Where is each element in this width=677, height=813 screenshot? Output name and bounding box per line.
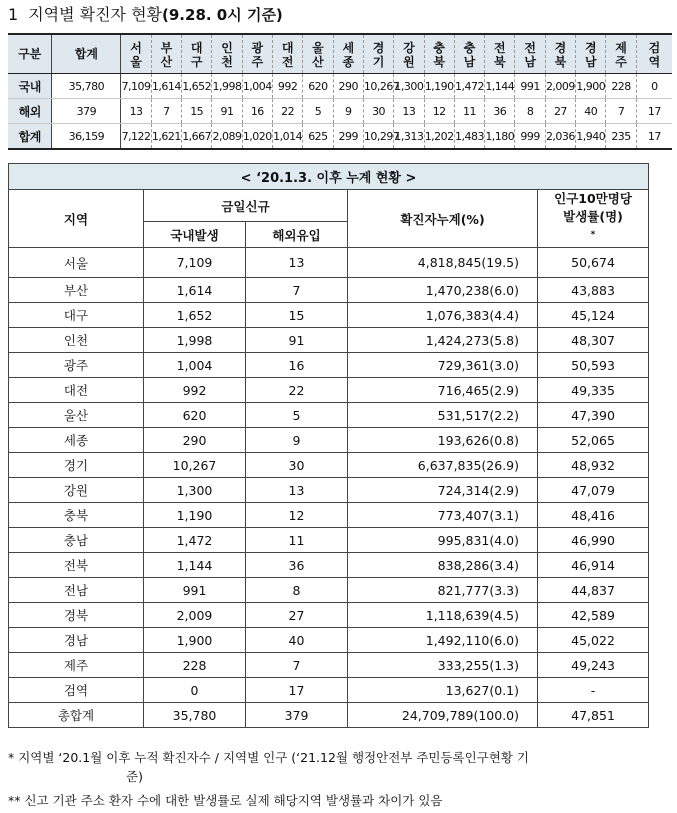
table-cell: 30: [363, 99, 393, 124]
cell-cumulative: 716,465(2.9): [348, 378, 538, 403]
cell-overseas: 36: [246, 553, 348, 578]
table-row: [9, 278, 649, 303]
cell-domestic: 991: [144, 578, 246, 603]
header-total: 합계: [52, 34, 121, 74]
header-region-char: 울: [130, 54, 142, 69]
footnote-1-continued: 준): [126, 769, 143, 784]
table-cell: 8: [515, 99, 545, 124]
table-row: [9, 628, 649, 653]
cell-overseas: 5: [246, 403, 348, 428]
cell-incidence: 45,022: [538, 628, 649, 653]
cell-domestic: 290: [144, 428, 246, 453]
cumulative-table-caption: < ‘20.1.3. 이후 누계 현황 >: [9, 164, 649, 190]
table-cell: 27: [545, 99, 575, 124]
cell-domestic: 1,472: [144, 528, 246, 553]
cell-overseas: 13: [246, 478, 348, 503]
table-cell: 36: [485, 99, 515, 124]
header-region-char: 남: [584, 54, 597, 69]
cell-overseas: 91: [246, 328, 348, 353]
cell-incidence: 47,390: [538, 403, 649, 428]
table-cell: 10,297: [363, 124, 393, 150]
table-cell: 22: [272, 99, 302, 124]
cell-overseas: 16: [246, 353, 348, 378]
cell-incidence: 50,593: [538, 353, 649, 378]
table-cell: 1,900: [576, 74, 606, 99]
cell-domestic: 1,652: [144, 303, 246, 328]
row-label: 국내: [8, 74, 52, 99]
table-row: [9, 478, 649, 503]
table-cell: 12: [424, 99, 454, 124]
header-region-column: [333, 34, 363, 74]
table-row: [9, 653, 649, 678]
header-region-column: [454, 34, 484, 74]
header-region-column: [272, 34, 302, 74]
cell-incidence: 47,079: [538, 478, 649, 503]
cell-region: 전남: [9, 578, 144, 603]
header-region-char: 충: [463, 40, 476, 55]
cell-region: 경기: [9, 453, 144, 478]
cell-region: 울산: [9, 403, 144, 428]
cell-overseas: 12: [246, 503, 348, 528]
header-region-column: [303, 34, 333, 74]
cell-cumulative: 821,777(3.3): [348, 578, 538, 603]
table-cell: 91: [212, 99, 242, 124]
table-cell: 991: [515, 74, 545, 99]
table-cell: 1,614: [151, 74, 181, 99]
table-cell: 40: [576, 99, 606, 124]
cell-incidence: 49,335: [538, 378, 649, 403]
table-cell: 2,089: [212, 124, 242, 150]
cell-incidence: 49,243: [538, 653, 649, 678]
table-cell: 1,300: [394, 74, 424, 99]
cell-incidence: 48,416: [538, 503, 649, 528]
row-total: 36,159: [52, 124, 121, 150]
header-region-column: [606, 34, 636, 74]
cell-cumulative: 6,637,835(26.9): [348, 453, 538, 478]
cell-incidence: 48,307: [538, 328, 649, 353]
table-cell: 1,004: [242, 74, 272, 99]
table-cell: 7: [151, 99, 181, 124]
cell-region: 충북: [9, 503, 144, 528]
cell-overseas: 27: [246, 603, 348, 628]
header-region-char: 검: [648, 40, 661, 55]
header-region-char: 원: [403, 54, 415, 69]
cell-region: 제주: [9, 653, 144, 678]
cell-overseas: 8: [246, 578, 348, 603]
table-cell: 1,998: [212, 74, 242, 99]
header-incidence-line2: 발생률(명): [563, 209, 623, 224]
cell-cumulative: 838,286(3.4): [348, 553, 538, 578]
header-region-char: 경: [554, 40, 567, 55]
cell-incidence: 52,065: [538, 428, 649, 453]
cell-incidence: 45,124: [538, 303, 649, 328]
table-row: [9, 703, 649, 728]
header-region-char: 광: [251, 40, 264, 55]
cell-region: 경남: [9, 628, 144, 653]
title-basis-date: (9.28. 0시 기준): [162, 6, 283, 24]
header-region-char: 남: [463, 54, 476, 69]
header-cumulative: 확진자누계(%): [348, 190, 538, 248]
cell-region: 부산: [9, 278, 144, 303]
cell-cumulative: 1,492,110(6.0): [348, 628, 538, 653]
cell-region: 검역: [9, 678, 144, 703]
table-cell: 9: [333, 99, 363, 124]
cell-region: 총합계: [9, 703, 144, 728]
header-region-column: [121, 34, 151, 74]
header-region-column: [636, 34, 672, 74]
cumulative-table: [8, 163, 649, 728]
table-row: [9, 328, 649, 353]
table-row: [8, 99, 672, 124]
table-row: [9, 353, 649, 378]
table-cell: 13: [394, 99, 424, 124]
cell-region: 경북: [9, 603, 144, 628]
header-region-column: [545, 34, 575, 74]
table-cell: 228: [606, 74, 636, 99]
header-region-char: 경: [372, 40, 385, 55]
cell-cumulative: 531,517(2.2): [348, 403, 538, 428]
table-cell: 7,122: [121, 124, 151, 150]
table-cell: 13: [121, 99, 151, 124]
header-region-char: 대: [190, 40, 203, 55]
header-region-column: [212, 34, 242, 74]
table-cell: 10,267: [363, 74, 393, 99]
footnote-1: * 지역별 ‘20.1월 이후 누적 확진자수 / 지역별 인구 (‘21.12월 행정안전부 주민등록인구현황 기: [8, 750, 529, 765]
table-cell: 7: [606, 99, 636, 124]
cell-domestic: 1,998: [144, 328, 246, 353]
header-new-today: 금일신규: [144, 190, 348, 222]
footnote-2: ** 신고 기관 주소 환자 수에 대한 발생률로 실제 해당지역 발생률과 차이가 있음: [8, 793, 443, 808]
cell-overseas: 9: [246, 428, 348, 453]
cell-overseas: 7: [246, 653, 348, 678]
header-region-column: [151, 34, 181, 74]
table-cell: 1,190: [424, 74, 454, 99]
header-region-char: 구: [190, 54, 203, 69]
cell-region: 광주: [9, 353, 144, 378]
table-cell: 1,621: [151, 124, 181, 150]
header-region-char: 기: [372, 54, 385, 69]
cell-overseas: 13: [246, 248, 348, 278]
section-number: 1: [8, 5, 19, 24]
table-row: [9, 503, 649, 528]
table-row: [9, 303, 649, 328]
cell-incidence: 44,837: [538, 578, 649, 603]
table-cell: 992: [272, 74, 302, 99]
table-cell: 1,020: [242, 124, 272, 150]
header-region-char: 산: [160, 54, 173, 69]
title-main: 지역별 확진자 현황: [28, 5, 163, 24]
table-row: [9, 378, 649, 403]
cell-domestic: 0: [144, 678, 246, 703]
header-region-char: 주: [251, 54, 264, 69]
header-region-column: [394, 34, 424, 74]
cell-domestic: 1,144: [144, 553, 246, 578]
cell-domestic: 7,109: [144, 248, 246, 278]
cell-cumulative: 773,407(3.1): [348, 503, 538, 528]
header-region-char: 북: [554, 54, 567, 69]
cell-domestic: 1,900: [144, 628, 246, 653]
cell-cumulative: 729,361(3.0): [348, 353, 538, 378]
table-cell: 7,109: [121, 74, 151, 99]
header-region-char: 산: [312, 54, 324, 69]
table-cell: 999: [515, 124, 545, 150]
table-row: [9, 578, 649, 603]
header-incidence-line1: 인구10만명당: [554, 191, 632, 206]
header-region-column: [182, 34, 212, 74]
header-region-column: [242, 34, 272, 74]
cell-domestic: 10,267: [144, 453, 246, 478]
header-region-char: 전: [281, 54, 294, 69]
table-row: [8, 74, 672, 99]
table-cell: 15: [182, 99, 212, 124]
header-region-char: 북: [494, 54, 506, 69]
cell-region: 세종: [9, 428, 144, 453]
table-row: [9, 403, 649, 428]
header-region-char: 서: [130, 40, 142, 55]
table-cell: 1,144: [485, 74, 515, 99]
cell-cumulative: 13,627(0.1): [348, 678, 538, 703]
table-cell: 235: [606, 124, 636, 150]
cell-incidence: 47,851: [538, 703, 649, 728]
table-cell: 620: [303, 74, 333, 99]
header-region-column: [424, 34, 454, 74]
header-region-char: 울: [312, 40, 324, 55]
table-row: [9, 603, 649, 628]
cell-overseas: 17: [246, 678, 348, 703]
cell-domestic: 1,004: [144, 353, 246, 378]
header-overseas: 해외유입: [246, 222, 348, 248]
cell-region: 인천: [9, 328, 144, 353]
cell-region: 강원: [9, 478, 144, 503]
header-region-char: 북: [433, 54, 445, 69]
footnote-mark: *: [590, 230, 596, 240]
header-gubun: 구분: [8, 34, 52, 74]
cell-cumulative: 4,818,845(19.5): [348, 248, 538, 278]
cell-overseas: 379: [246, 703, 348, 728]
page-title: [8, 3, 283, 27]
header-region-char: 제: [615, 40, 627, 55]
header-region-column: [485, 34, 515, 74]
cell-domestic: 1,614: [144, 278, 246, 303]
header-region-char: 대: [281, 40, 294, 55]
header-region-char: 천: [221, 54, 233, 69]
header-region-char: 강: [403, 40, 415, 55]
cell-cumulative: 1,424,273(5.8): [348, 328, 538, 353]
cell-domestic: 1,190: [144, 503, 246, 528]
table-cell: 290: [333, 74, 363, 99]
row-total: 379: [52, 99, 121, 124]
table-cell: 2,009: [545, 74, 575, 99]
table-cell: 1,652: [182, 74, 212, 99]
table-cell: 17: [636, 99, 672, 124]
row-label: 해외: [8, 99, 52, 124]
cell-cumulative: 1,470,238(6.0): [348, 278, 538, 303]
header-region-char: 세: [342, 40, 355, 55]
table-cell: 0: [636, 74, 672, 99]
cell-cumulative: 333,255(1.3): [348, 653, 538, 678]
cell-cumulative: 1,076,383(4.4): [348, 303, 538, 328]
header-region-char: 종: [342, 54, 355, 69]
header-domestic: 국내발생: [144, 222, 246, 248]
cell-overseas: 30: [246, 453, 348, 478]
cell-cumulative: 1,118,639(4.5): [348, 603, 538, 628]
table-cell: 5: [303, 99, 333, 124]
header-incidence: [538, 190, 649, 248]
cell-incidence: 46,914: [538, 553, 649, 578]
cell-cumulative: 724,314(2.9): [348, 478, 538, 503]
header-region-char: 충: [433, 40, 445, 55]
table-cell: 1,180: [485, 124, 515, 150]
header-region-char: 인: [221, 40, 233, 55]
table-cell: 2,036: [545, 124, 575, 150]
cell-cumulative: 24,709,789(100.0): [348, 703, 538, 728]
cell-domestic: 228: [144, 653, 246, 678]
header-region-char: 남: [524, 54, 536, 69]
cell-overseas: 7: [246, 278, 348, 303]
cell-overseas: 15: [246, 303, 348, 328]
row-total: 35,780: [52, 74, 121, 99]
table-cell: 625: [303, 124, 333, 150]
cell-incidence: 48,932: [538, 453, 649, 478]
header-region: 지역: [9, 190, 144, 248]
cell-domestic: 620: [144, 403, 246, 428]
cell-incidence: 42,589: [538, 603, 649, 628]
table-cell: 1,940: [576, 124, 606, 150]
header-region-char: 전: [524, 40, 536, 55]
table-row: [8, 124, 672, 150]
table-cell: 16: [242, 99, 272, 124]
cell-incidence: -: [538, 678, 649, 703]
cell-region: 전북: [9, 553, 144, 578]
cell-domestic: 1,300: [144, 478, 246, 503]
header-region-char: 전: [494, 40, 506, 55]
cell-incidence: 46,990: [538, 528, 649, 553]
table-row: [9, 553, 649, 578]
header-region-char: 역: [648, 54, 661, 69]
table-cell: 1,472: [454, 74, 484, 99]
header-region-char: 주: [615, 54, 627, 69]
header-region-column: [515, 34, 545, 74]
header-region-char: 경: [584, 40, 597, 55]
table-row: [9, 453, 649, 478]
cell-cumulative: 995,831(4.0): [348, 528, 538, 553]
header-region-column: [363, 34, 393, 74]
table-cell: 299: [333, 124, 363, 150]
cell-domestic: 992: [144, 378, 246, 403]
cell-overseas: 40: [246, 628, 348, 653]
regional-summary-table: [8, 33, 672, 150]
table-row: [9, 528, 649, 553]
table-cell: 1,202: [424, 124, 454, 150]
table-row: [9, 428, 649, 453]
cell-region: 대전: [9, 378, 144, 403]
cell-cumulative: 193,626(0.8): [348, 428, 538, 453]
table-cell: 1,313: [394, 124, 424, 150]
cell-region: 충남: [9, 528, 144, 553]
row-label: 합계: [8, 124, 52, 150]
cell-region: 서울: [9, 248, 144, 278]
table-cell: 1,483: [454, 124, 484, 150]
table-row: [9, 678, 649, 703]
cell-overseas: 11: [246, 528, 348, 553]
table-cell: 1,014: [272, 124, 302, 150]
table-cell: 1,667: [182, 124, 212, 150]
table-cell: 17: [636, 124, 672, 150]
table-cell: 11: [454, 99, 484, 124]
header-region-char: 부: [160, 40, 173, 55]
cell-region: 대구: [9, 303, 144, 328]
cell-domestic: 2,009: [144, 603, 246, 628]
cell-incidence: 43,883: [538, 278, 649, 303]
table-row: [9, 248, 649, 278]
cell-domestic: 35,780: [144, 703, 246, 728]
cell-incidence: 50,674: [538, 248, 649, 278]
header-region-column: [576, 34, 606, 74]
cell-overseas: 22: [246, 378, 348, 403]
